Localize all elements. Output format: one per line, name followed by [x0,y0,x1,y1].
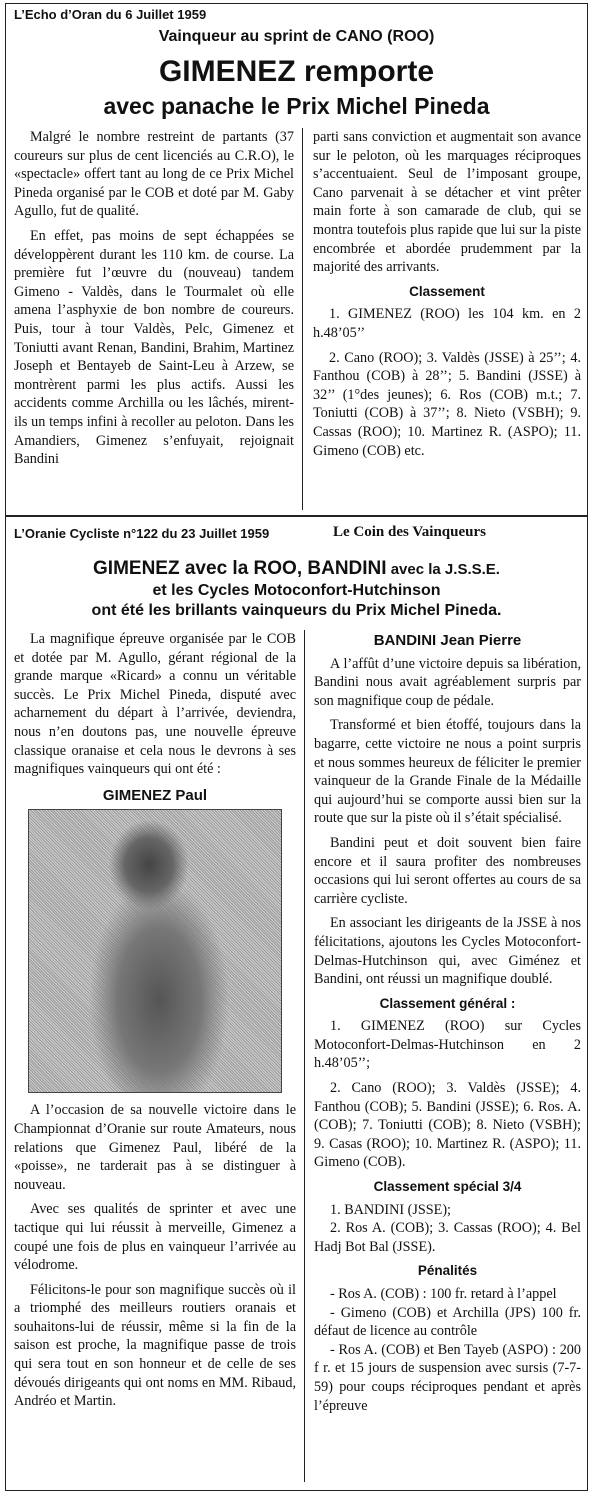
column-divider [304,630,305,1482]
article2-right-column [314,630,581,1415]
cyclist-photo [28,809,282,1093]
paragraph: Félicitons-le pour son magnifique succès où il a triomphé des meilleurs routiers oranais et souhaitons-lui de réussir, même si la fin de la saison est proche, la magnifique passe de trois qui sera tout en son honneur et de celle de ses dévoués dirigeants qui ont noms en MM. Ribaud, Andréo et Martin. [14,1281,296,1410]
bandini-title: BANDINI Jean Pierre [373,632,522,649]
headline-sub: avec panache le Prix Michel Pineda [103,93,490,119]
section-title: Le Coin des Vainqueurs [333,524,486,540]
headline-main: GIMENEZ remporte [158,55,435,88]
penalty-line: - Gimeno (COB) et Archilla (JPS) 100 fr. défaut de licence au contrôle [314,1304,581,1340]
column-divider [302,128,303,510]
paragraph: En associant les dirigeants de la JSSE à nos félicitations, ajoutons les Cycles Motoconfort-Delmas-Hutchinson qui, avec Giménez et Bandini, ont réussi un magnifique doublé. [314,915,581,988]
headline-part: GIMENEZ avec la ROO, BANDINI [93,558,387,579]
paragraph: Transformé et bien étoffé, toujours dans la bagarre, cette victoire ne nous a point surpris et nous sommes heureux de féliciter le premier vainqueur de la Grande Finale de la Médaille qui aujourd’hui se comporte aussi bien sur la route que sur la piste où il s’était spécialisé. [314,717,581,827]
headline-part-small: avec la J.S.S.E. [386,561,500,578]
article1-left-column [14,128,294,475]
intro-paragraph: La magnifique épreuve organisée par le COB et dotée par M. Agullo, gérant régional de la grande marque «Ricard» a connu un véritable succès. Le Prix Michel Pineda, disputé avec acharnement du départ à l’arrivée, deviendra, nous n’en doutons pas, une nouvelle épreuve classique oranaise et cela nous le devrons à ses magnifiques vainqueurs qui ont été : [14,631,296,778]
penalty-line: - Ros A. (COB) : 100 fr. retard à l’appel [330,1286,557,1302]
ranking-line: 1. GIMENEZ (ROO) les 104 km. en 2 h.48’05’’ [313,306,581,341]
paragraph: A l’occasion de sa nouvelle victoire dans le Championnat d’Oranie sur route Amateurs, nous relations que Gimenez Paul, libéré de la «poisse», ne tarderait pas à se distinguer à nouveau. [14,1102,296,1193]
paragraph: Bandini peut et doit souvent bien faire encore et il saura profiter des nombreuses occasions qui lui seront offertes au cours de sa carrière cycliste. [314,834,581,907]
paragraph: En effet, pas moins de sept échappées se développèrent durant les 110 km. de course. La première fut l’œuvre du (nouveau) tandem Gimeno - Valdès, dans le Tourmalet où elle amena l’asphyxie de bon nombre de coureurs. Puis, tour à tour Valdès, Pelc, Gimenez et Toniutti avant Renan, Bandini, Brahim, Martinez Joseph et Bentayeb de Saint-Leu à Arzew, se montrèrent parmi les plus actifs. Aussi les accidents comme Archilla ou les lâchés, mirent-ils un temps infini à recoller au peloton. Dans les Amandiers, Gimenez s’enfuyait, rejoignait Bandini [14,227,294,468]
ranking-line: 2. Cano (ROO); 3. Valdès (JSSE); 4. Fanthou (COB); 5. Bandini (JSSE); 6. Ros. A. (COB); 7. Toniutti (COB); 8. Nieto (VSBH); 9. Casas (ROO); 10. Martinez R. (ASPO); 11. Gimeno (COB). [314,1080,581,1171]
ranking-title: Classement [409,283,485,299]
ranking-line: 1. BANDINI (JSSE); [330,1201,451,1218]
paragraph: Malgré le nombre restreint de partants (37 coureurs sur plus de cent licenciés au C.R.O), le «spectacle» offert tant au long de ce Prix Michel Pineda organisé par le COB et doté par M. Gaby Agullo, fut de qualité. [14,129,294,220]
ranking-line: 2. Cano (ROO); 3. Valdès (JSSE) à 25’’; 4. Fanthou (COB) à 28’’; 5. Bandini (JSSE) à 32’’ (1°des jeunes); 6. Ros (COB) m.t.; 7. Toniutti (COB) à 37’’; 8. Nieto (VSBH); 9. Cassas (ROO); 10. Martinez R. (ASPO); 11. Gimeno (COB) etc. [313,349,581,459]
ranking-line: 1. GIMENEZ (ROO) sur Cycles Motoconfort-Delmas-Hutchinson en 2 h.48’05’’; [314,1018,581,1072]
article1-right-column [313,128,581,466]
penalties-title: Pénalités [417,1263,478,1279]
source-line: L’Oranie Cycliste n°122 du 23 Juillet 1959 [14,526,270,541]
section-separator [5,515,588,517]
ranking-line: 2. Ros A. (COB); 3. Cassas (ROO); 4. Bel Hadj Bot Bal (JSSE). [314,1220,581,1255]
source-line: L’Echo d’Oran du 6 Juillet 1959 [14,7,207,22]
article2-left-column [14,630,296,1417]
general-ranking-title: Classement général : [379,995,516,1011]
headline-line-2: et les Cycles Motoconfort-Hutchinson [152,582,441,599]
penalty-line: - Ros A. (COB) et Ben Tayeb (ASPO) : 200 f r. et 15 jours de suspension avec sursis (7-7-59) pour coups réciproques pendant et après l’épreuve [314,1341,581,1414]
headline-line-3: ont été les brillants vainqueurs du Prix Michel Pineda. [91,602,502,619]
paragraph: parti sans conviction et augmentait son avance sur le peloton, où les marquages réciproques s’accentuaient. Seul de l’imposant groupe, Cano parvenait à se détacher et vint prêter main forte à son camarade de club, qui se montra toutefois plus rapide que lui sur la piste encombrée et abordée prudemment par la majorité des arrivants. [313,129,581,276]
gimenez-title: GIMENEZ Paul [102,786,208,804]
paragraph: Avec ses qualités de sprinter et avec une tactique qui lui réussit à merveille, Gimenez a coupé une fois de plus en vainqueur l’arrivée au vélodrome. [14,1201,296,1274]
special-ranking-title: Classement spécial 3/4 [373,1179,522,1195]
paragraph: A l’affût d’une victoire depuis sa libération, Bandini nous avait agréablement surpris par son magnifique coup de pédale. [314,655,581,709]
kicker: Vainqueur au sprint de CANO (ROO) [158,28,435,45]
headline-line-1 [5,558,588,580]
